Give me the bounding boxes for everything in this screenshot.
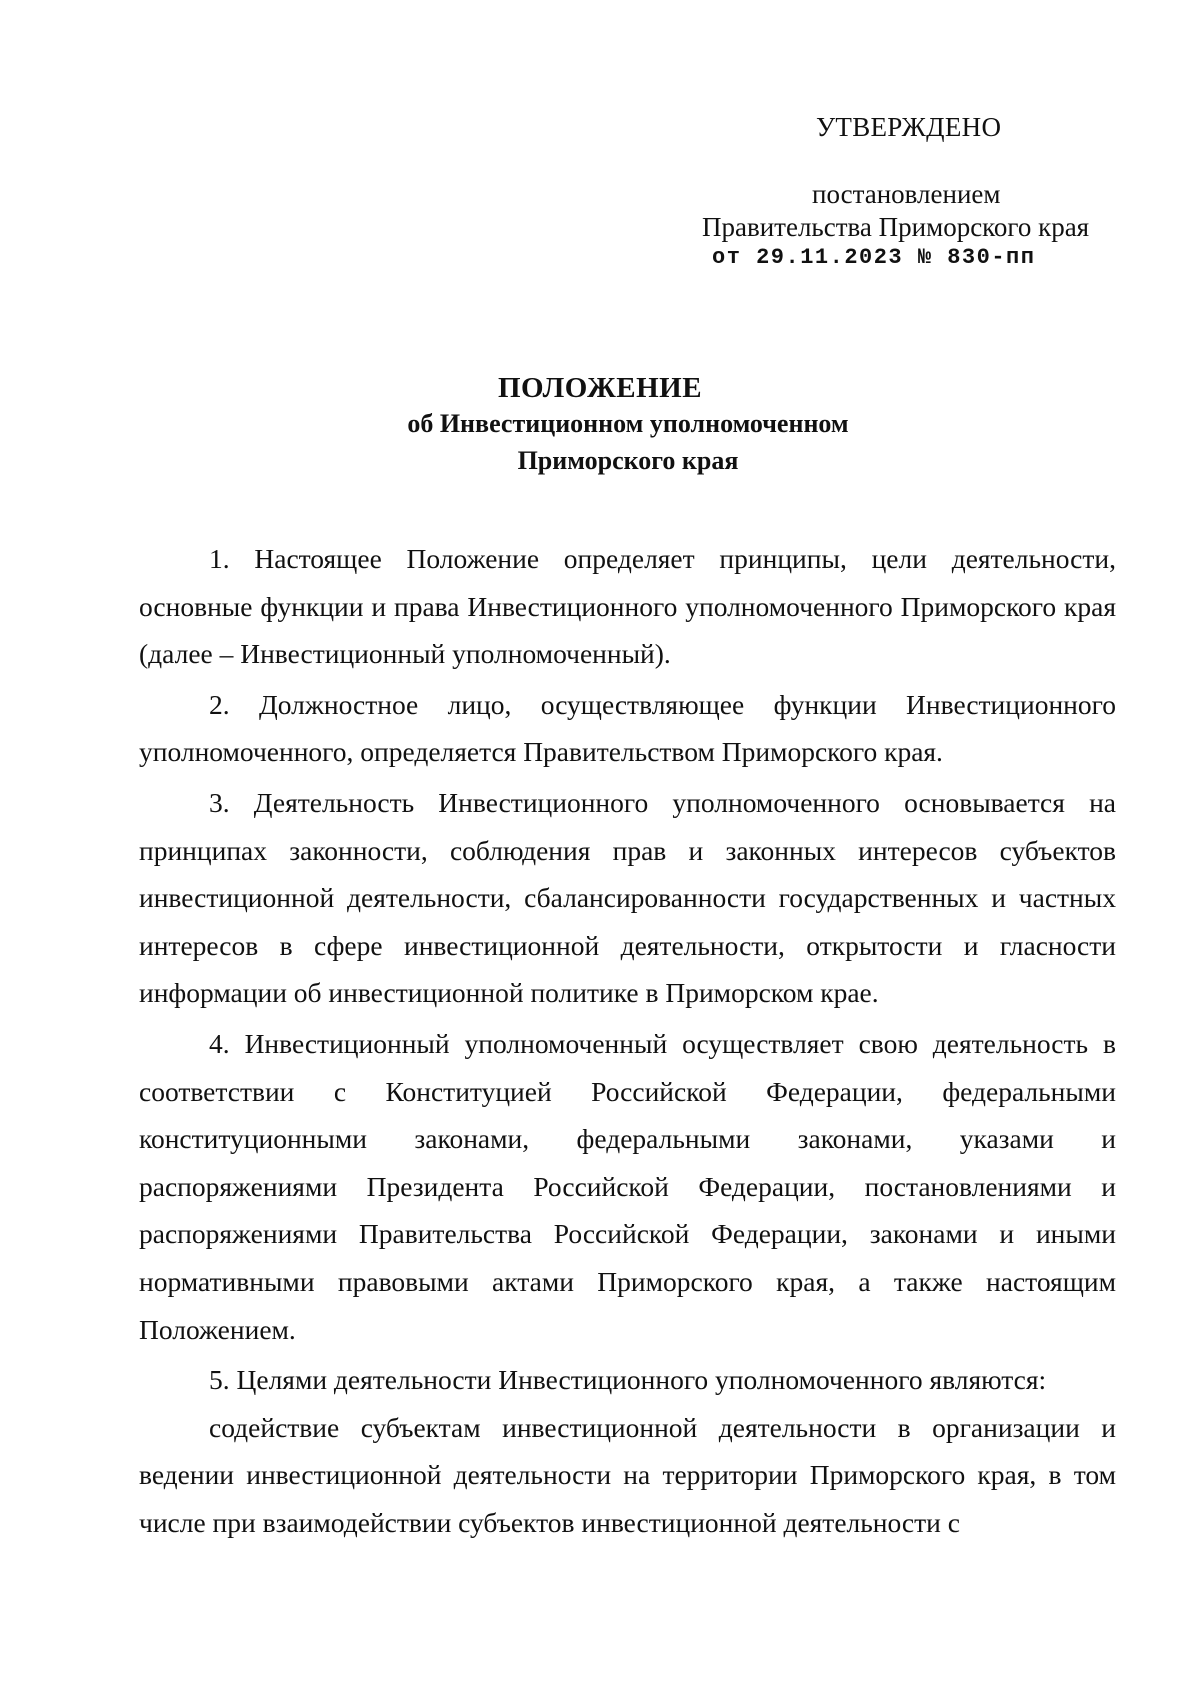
- document-body: [139, 535, 1116, 1546]
- paragraph-1: 1. Настоящее Положение определяет принципы, цели деятельности, основные функции и права Инвестиционного уполномоченного Приморского края (далее – Инвестиционный уполномоченный).: [139, 543, 1116, 670]
- approval-government-line: Правительства Приморского края: [702, 212, 1090, 242]
- paragraph-4: 4. Инвестиционный уполномоченный осуществляет свою деятельность в соответствии с Конституцией Российской Федерации, федеральными конституционными законами, федеральными законами, указами и распоряжениями Президента Российской Федерации, постановлениями и распоряжениями Правительства Российской Федерации, законами и иными нормативными правовыми актами Приморского края, а также настоящим Положением.: [139, 1027, 1116, 1345]
- approval-title: УТВЕРЖДЕНО: [816, 112, 1002, 142]
- document-title: ПОЛОЖЕНИЕ: [497, 372, 703, 404]
- approval-date-stamp: от 29.11.2023 № 830-пп: [712, 245, 1036, 270]
- paragraph-2: 2. Должностное лицо, осуществляющее функции Инвестиционного уполномоченного, определяется Правительством Приморского края.: [139, 688, 1116, 768]
- document-subtitle-line-1: об Инвестиционном уполномоченном: [407, 409, 849, 438]
- paragraph-5-item-1: содействие субъектам инвестиционной деятельности в организации и ведении инвестиционной деятельности на территории Приморского края, в том числе при взаимодействии субъектов инвестиционной деятельности с: [139, 1411, 1116, 1538]
- paragraph-3: 3. Деятельность Инвестиционного уполномоченного основывается на принципах законности, соблюдения прав и законных интересов субъектов инвестиционной деятельности, сбалансированности государственных и частных интересов в сфере инвестиционной деятельности, открытости и гласности информации об инвестиционной политике в Приморском крае.: [139, 786, 1116, 1009]
- document-subtitle-line-2: Приморского края: [517, 446, 739, 475]
- paragraph-5: 5. Целями деятельности Инвестиционного уполномоченного являются:: [209, 1364, 1047, 1396]
- approval-resolution-line: постановлением: [812, 179, 1001, 209]
